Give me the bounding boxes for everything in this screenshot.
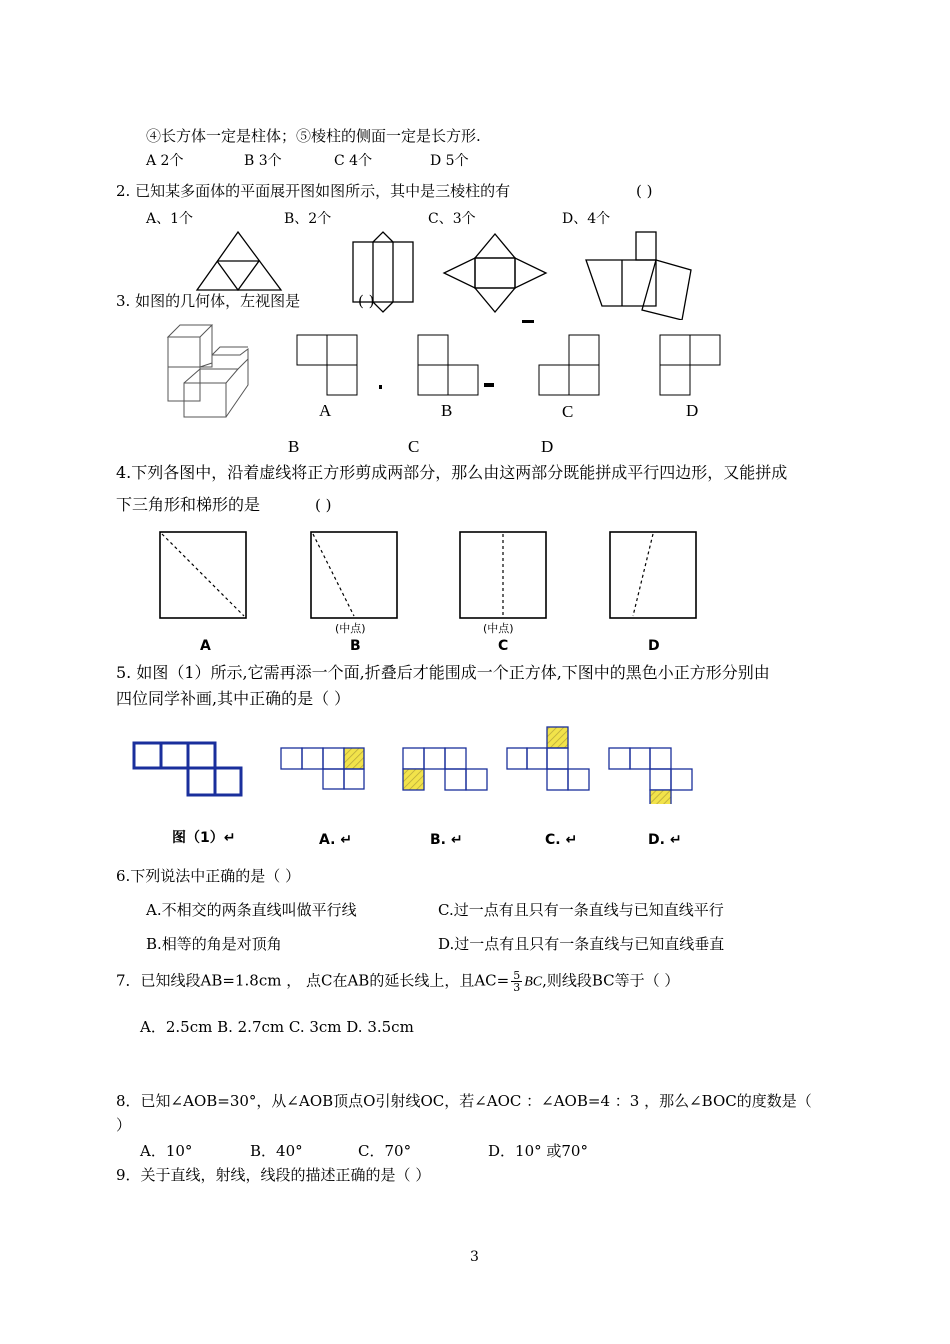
q5-net-c: [507, 727, 589, 790]
q1-option-b: B 3个: [244, 153, 282, 169]
q5-label-a: A. ↵: [319, 832, 353, 848]
q8-stem-line2: ）: [116, 1116, 132, 1134]
q2-net-square-pyramid-like: [444, 234, 546, 312]
q2-option-d: D、4个: [562, 211, 611, 227]
q2-option-a: A、1个: [146, 211, 194, 227]
q3-solid: [168, 325, 248, 417]
q4-label-b: B: [350, 638, 361, 654]
q3-label-c: C: [562, 402, 574, 421]
q1-statement: ④长方体一定是柱体；⑤棱柱的侧面一定是长方形.: [146, 127, 481, 145]
q4-label-a: A: [200, 638, 211, 654]
q3-stray-label-b: B: [288, 437, 300, 456]
q8-stem-line1: 8．已知∠AOB=30°，从∠AOB顶点O引射线OC，若∠AOC ：∠AOB=4 ：3 ，那么∠BOC的度数是（: [116, 1092, 812, 1110]
q4-square-d: [610, 532, 696, 618]
q3-stray-label-d: D: [541, 437, 554, 456]
q8-option-c: C．70°: [358, 1142, 412, 1160]
q2-stem: 2. 已知某多面体的平面展开图如图所示，其中是三棱柱的有: [116, 182, 511, 200]
q5-stem-line2: 四位同学补画,其中正确的是（ ）: [116, 689, 351, 708]
q2-net-tetrahedron: [197, 232, 281, 290]
q5-label-b: B. ↵: [430, 832, 463, 848]
q5-nets-figure: [128, 724, 700, 804]
q6-option-a: A.不相交的两条直线叫做平行线: [146, 901, 357, 919]
q2-option-c: C、3个: [428, 211, 476, 227]
q4-stem-line2: 下三角形和梯形的是: [116, 495, 261, 514]
q4-stem-line1: 4.下列各图中，沿着虚线将正方形剪成两部分，那么由这两部分既能拼成平行四边形，又能拼成: [116, 463, 788, 482]
q2-net-irregular: [586, 232, 691, 320]
q6-option-c: C.过一点有且只有一条直线与已知直线平行: [438, 901, 724, 919]
q5-net-b: [403, 748, 487, 790]
q3-label-d: D: [686, 401, 699, 420]
q1-option-d: D 5个: [430, 153, 469, 169]
q8-option-a: A．10°: [140, 1142, 193, 1160]
q7-fraction: $\frac{5}{3}$: [513, 969, 521, 994]
q5-label-fig1: 图（1）↵: [172, 830, 236, 846]
q5-label-d: D. ↵: [648, 832, 682, 848]
q3-view-d: [660, 335, 720, 395]
q3-label-b: B: [441, 401, 453, 420]
q2-paren: ( ): [636, 182, 653, 200]
q5-stem-line1: 5. 如图（1）所示,它需再添一个面,折叠后才能围成一个正方体,下图中的黑色小正方形分别由: [116, 663, 770, 682]
q3-figure: [160, 315, 750, 423]
q5-net-d: [609, 748, 692, 804]
q4-label-d: D: [648, 638, 660, 654]
q4-square-b: [311, 532, 397, 618]
q8-option-b: B．40°: [250, 1142, 303, 1160]
q4-square-c: [460, 532, 546, 618]
q4-midpoint-c: (中点): [483, 622, 514, 635]
q4-paren: ( ): [315, 496, 332, 514]
q1-option-a: A 2个: [146, 153, 184, 169]
q3-view-b: [418, 335, 478, 395]
q4-square-a: [160, 532, 246, 618]
q6-option-d: D.过一点有且只有一条直线与已知直线垂直: [438, 935, 725, 953]
q5-net-a: [281, 748, 364, 789]
q1-option-c: C 4个: [334, 153, 373, 169]
q3-label-a: A: [319, 401, 332, 420]
q2-option-b: B、2个: [284, 211, 332, 227]
q3-view-c: [539, 335, 599, 395]
q3-stem: 3. 如图的几何体，左视图是: [116, 292, 301, 310]
q7-options: A．2.5cm B. 2.7cm C. 3cm D. 3.5cm: [140, 1018, 414, 1036]
q4-label-c: C: [498, 638, 509, 654]
q5-net-figure-1: [134, 743, 241, 795]
q3-paren: ( ): [358, 292, 375, 310]
q8-option-d: D．10° 或70°: [488, 1142, 588, 1160]
page-number: 3: [470, 1249, 479, 1265]
q3-stray-label-c: C: [408, 437, 420, 456]
q5-label-c: C. ↵: [545, 832, 578, 848]
q4-squares-figure: [155, 528, 715, 620]
q3-view-a: [297, 335, 357, 395]
q4-midpoint-b: (中点): [335, 622, 366, 635]
q6-option-b: B.相等的角是对顶角: [146, 935, 282, 953]
q7-stem: 7．已知线段AB=1.8cm ， 点C在AB的延长线上，且AC= $\frac{5}{3}$ BC,则线段BC等于（ ）: [116, 969, 680, 994]
q6-stem: 6.下列说法中正确的是（ ）: [116, 867, 301, 885]
q9-stem: 9．关于直线，射线，线段的描述正确的是（ ）: [116, 1166, 431, 1184]
